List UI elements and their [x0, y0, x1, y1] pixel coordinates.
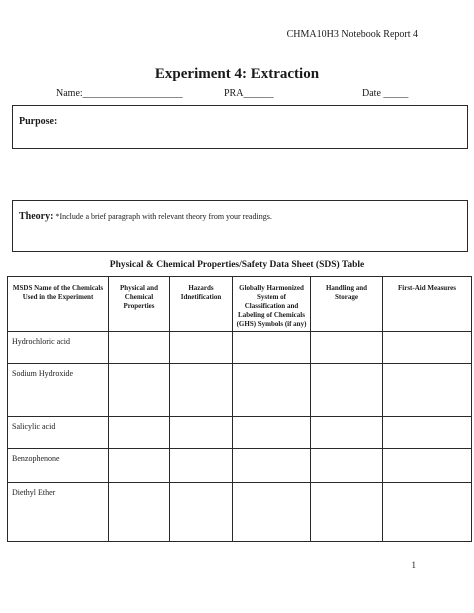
- table-cell[interactable]: [233, 364, 311, 417]
- col-header-properties: Physical and Chemical Properties: [109, 277, 170, 332]
- table-cell[interactable]: [109, 364, 170, 417]
- pra-field[interactable]: PRA______: [224, 88, 274, 99]
- table-cell[interactable]: [233, 483, 311, 542]
- table-cell[interactable]: [311, 364, 383, 417]
- table-cell[interactable]: [170, 483, 233, 542]
- col-header-first-aid: First-Aid Measures: [383, 277, 472, 332]
- table-row: [8, 483, 472, 542]
- col-header-hazards: Hazards Idnetification: [170, 277, 233, 332]
- table-row: [8, 449, 472, 483]
- page-number: 1: [411, 560, 416, 570]
- course-reference: CHMA10H3 Notebook Report 4: [286, 29, 418, 40]
- theory-box[interactable]: [12, 200, 468, 252]
- theory-label: Theory: *Include a brief paragraph with relevant theory from your readings.: [19, 211, 272, 222]
- chemical-name-cell: Sodium Hydroxide: [8, 364, 109, 417]
- chemical-name-cell: Diethyl Ether: [8, 483, 109, 542]
- table-row: [8, 332, 472, 364]
- table-cell[interactable]: [233, 332, 311, 364]
- chemical-name-cell: Hydrochloric acid: [8, 332, 109, 364]
- table-row: [8, 364, 472, 417]
- page-title: Experiment 4: Extraction: [154, 66, 320, 82]
- col-header-msds-name: MSDS Name of the Chemicals Used in the Experiment: [8, 277, 109, 332]
- table-cell[interactable]: [170, 364, 233, 417]
- chemical-name-cell: Benzophenone: [8, 449, 109, 483]
- table-cell[interactable]: [311, 449, 383, 483]
- table-cell[interactable]: [233, 449, 311, 483]
- date-field[interactable]: Date _____: [362, 88, 409, 99]
- table-cell[interactable]: [109, 449, 170, 483]
- table-row: [8, 417, 472, 449]
- name-field[interactable]: Name:____________________: [56, 88, 183, 99]
- table-cell[interactable]: [383, 449, 472, 483]
- table-cell[interactable]: [311, 483, 383, 542]
- table-cell[interactable]: [383, 332, 472, 364]
- purpose-label: Purpose:: [19, 116, 58, 127]
- table-cell[interactable]: [311, 332, 383, 364]
- table-cell[interactable]: [170, 449, 233, 483]
- table-cell[interactable]: [109, 332, 170, 364]
- table-cell[interactable]: [383, 364, 472, 417]
- table-cell[interactable]: [109, 417, 170, 449]
- table-cell[interactable]: [383, 483, 472, 542]
- table-cell[interactable]: [383, 417, 472, 449]
- sds-table-title: Physical & Chemical Properties/Safety Data Sheet (SDS) Table: [109, 260, 365, 270]
- table-cell[interactable]: [233, 417, 311, 449]
- theory-hint: *Include a brief paragraph with relevant theory from your readings.: [53, 212, 272, 221]
- table-cell[interactable]: [170, 332, 233, 364]
- table-header-row: [8, 277, 472, 332]
- col-header-ghs: Globally Harmonized System of Classification and Labeling of Chemicals (GHS) Symbols (if any): [233, 277, 311, 332]
- sds-table: [7, 276, 472, 542]
- table-cell[interactable]: [170, 417, 233, 449]
- table-cell[interactable]: [109, 483, 170, 542]
- purpose-box[interactable]: [12, 105, 468, 149]
- chemical-name-cell: Salicylic acid: [8, 417, 109, 449]
- table-cell[interactable]: [311, 417, 383, 449]
- col-header-handling: Handling and Storage: [311, 277, 383, 332]
